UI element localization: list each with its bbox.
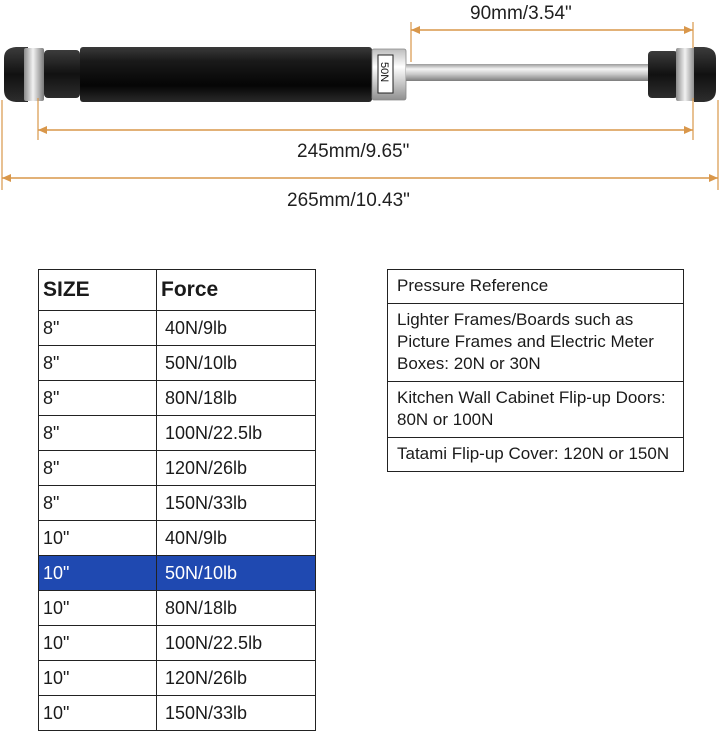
force-cell: 80N/18lb: [157, 381, 316, 416]
size-cell: 8": [39, 486, 157, 521]
size-cell: 10": [39, 521, 157, 556]
force-cell: 120N/26lb: [157, 661, 316, 696]
table-row[interactable]: [39, 416, 316, 451]
reference-item-kitchen-cabinet: Kitchen Wall Cabinet Flip-up Doors: 80N or 100N: [388, 382, 683, 438]
pressure-reference-title: Pressure Reference: [388, 270, 683, 304]
size-cell: 8": [39, 381, 157, 416]
table-row[interactable]: [39, 626, 316, 661]
strut-cylinder: [80, 47, 406, 102]
force-cell: 40N/9lb: [157, 311, 316, 346]
size-cell: 10": [39, 626, 157, 661]
reference-item-tatami-cover: Tatami Flip-up Cover: 120N or 150N: [397, 444, 670, 463]
size-cell: 8": [39, 416, 157, 451]
pressure-reference-box: [387, 269, 684, 472]
size-table-body: [39, 311, 316, 731]
table-row[interactable]: [39, 346, 316, 381]
force-cell: 150N/33lb: [157, 486, 316, 521]
table-row[interactable]: [39, 521, 316, 556]
table-row[interactable]: [39, 311, 316, 346]
total-length-label: 265mm/10.43": [287, 190, 410, 211]
right-end-fitting: [648, 47, 716, 102]
force-cell: 40N/9lb: [157, 521, 316, 556]
table-row[interactable]: [39, 381, 316, 416]
table-header-row: [39, 270, 316, 311]
force-cell: 80N/18lb: [157, 591, 316, 626]
force-cell: 50N/10lb: [157, 346, 316, 381]
force-marking: 50N: [378, 62, 390, 83]
table-row[interactable]: [39, 696, 316, 731]
force-cell: 150N/33lb: [157, 696, 316, 731]
size-cell: 10": [39, 556, 157, 591]
stroke-length-label: 90mm/3.54": [470, 3, 572, 24]
force-cell: 100N/22.5lb: [157, 626, 316, 661]
force-cell: 50N/10lb: [157, 556, 316, 591]
size-column-header: SIZE: [39, 270, 157, 311]
left-end-fitting: [4, 47, 80, 102]
force-column-header: Force: [157, 270, 316, 311]
body-length-label: 245mm/9.65": [297, 141, 410, 162]
table-row[interactable]: [39, 591, 316, 626]
table-row[interactable]: [39, 556, 316, 591]
table-row[interactable]: [39, 486, 316, 521]
size-cell: 10": [39, 661, 157, 696]
size-cell: 10": [39, 591, 157, 626]
size-cell: 8": [39, 451, 157, 486]
force-cell: 100N/22.5lb: [157, 416, 316, 451]
size-cell: 8": [39, 311, 157, 346]
size-force-table: [38, 269, 316, 731]
body-length-dimension: [38, 98, 693, 140]
force-cell: 120N/26lb: [157, 451, 316, 486]
table-row[interactable]: [39, 451, 316, 486]
reference-item-light-frames: Lighter Frames/Boards such as Picture Frames and Electric Meter Boxes: 20N or 30N: [388, 304, 683, 382]
size-cell: 10": [39, 696, 157, 731]
piston-rod: [406, 64, 650, 81]
table-row[interactable]: [39, 661, 316, 696]
size-cell: 8": [39, 346, 157, 381]
